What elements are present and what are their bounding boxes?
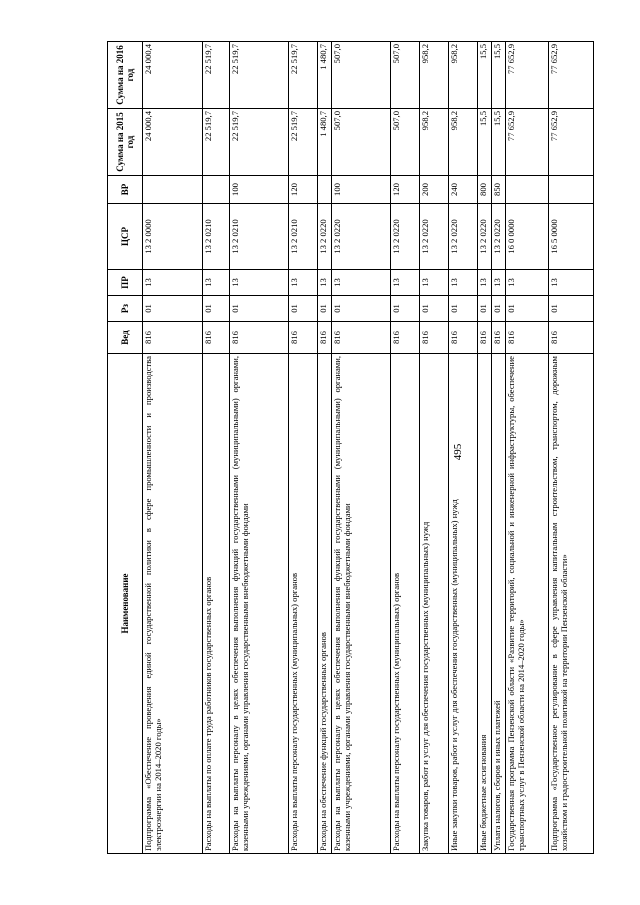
- row-rz: 01: [143, 296, 203, 322]
- row-name: Иные бюджетные ассигнования: [478, 354, 492, 854]
- row-sum-2015: 15,5: [478, 109, 492, 176]
- row-sum-2015: 507,0: [391, 109, 420, 176]
- row-csr: 13 2 0210: [289, 204, 318, 270]
- row-sum-2016: 77 652,9: [506, 42, 549, 109]
- row-ved: 816: [549, 322, 594, 354]
- row-sum-2015: 22 519,7: [230, 109, 289, 176]
- row-name: Уплата налогов, сборов и иных платежей: [492, 354, 506, 854]
- row-csr: 13 2 0220: [391, 204, 420, 270]
- row-rz: 01: [391, 296, 420, 322]
- header-rz: Рз: [108, 296, 143, 322]
- row-rz: 01: [420, 296, 449, 322]
- row-ved: 816: [230, 322, 289, 354]
- row-ved: 816: [203, 322, 230, 354]
- row-sum-2015: 507,0: [332, 109, 391, 176]
- row-sum-2016: 1 480,7: [318, 42, 332, 109]
- row-name: Иные закупки товаров, работ и услуг для обеспечения государственных (муниципальных) нужд: [449, 354, 478, 854]
- table-row: [289, 42, 318, 854]
- row-csr: 13 2 0220: [332, 204, 391, 270]
- row-vr: 100: [230, 176, 289, 204]
- row-csr: 13 2 0000: [143, 204, 203, 270]
- row-vr: 100: [332, 176, 391, 204]
- row-sum-2016: 507,0: [332, 42, 391, 109]
- row-sum-2016: 958,2: [420, 42, 449, 109]
- row-ved: 816: [449, 322, 478, 354]
- row-sum-2015: 77 652,9: [549, 109, 594, 176]
- header-name: Наименование: [108, 354, 143, 854]
- row-sum-2016: 507,0: [391, 42, 420, 109]
- budget-table: [107, 41, 594, 854]
- table-row: [143, 42, 203, 854]
- row-pr: 13: [478, 270, 492, 296]
- row-sum-2015: 1 480,7: [318, 109, 332, 176]
- row-rz: 01: [230, 296, 289, 322]
- row-pr: 13: [230, 270, 289, 296]
- table-header-row: [108, 42, 143, 854]
- row-pr: 13: [318, 270, 332, 296]
- row-pr: 13: [143, 270, 203, 296]
- row-ved: 816: [478, 322, 492, 354]
- row-csr: 13 2 0220: [318, 204, 332, 270]
- row-rz: 01: [449, 296, 478, 322]
- row-csr: 13 2 0220: [449, 204, 478, 270]
- header-sum-2015: Сумма на 2015 год: [108, 109, 143, 176]
- row-ved: 816: [420, 322, 449, 354]
- row-csr: 13 2 0220: [420, 204, 449, 270]
- row-name: Государственная программа Пензенской области «Развитие территорий, социальной и инженерной инфраструктуры, обеспечение транспортных услуг в Пензенской области на 2014–2020 годы»: [506, 354, 549, 854]
- row-pr: 13: [492, 270, 506, 296]
- table-row: [492, 42, 506, 854]
- row-vr: 200: [420, 176, 449, 204]
- table-row: [506, 42, 549, 854]
- row-csr: 16 5 0000: [549, 204, 594, 270]
- table-row: [318, 42, 332, 854]
- row-name: Подпрограмма «Обеспечение проведения единой государственной политики в сфере промышленности и производства электроэнергии на 2014–2020 годы»: [143, 354, 203, 854]
- row-sum-2016: 77 652,9: [549, 42, 594, 109]
- row-pr: 13: [203, 270, 230, 296]
- table-row: [549, 42, 594, 854]
- row-vr: 240: [449, 176, 478, 204]
- row-sum-2015: 22 519,7: [289, 109, 318, 176]
- row-rz: 01: [492, 296, 506, 322]
- header-sum-2016: Сумма на 2016 год: [108, 42, 143, 109]
- row-ved: 816: [289, 322, 318, 354]
- table-row: [391, 42, 420, 854]
- row-name: Расходы на выплаты персоналу в целях обеспечения выполнения функций государственными (муниципальными) органами, казенными учреждениями, органами управления государственными внебюджетными фондами: [230, 354, 289, 854]
- row-pr: 13: [449, 270, 478, 296]
- table-row: [449, 42, 478, 854]
- row-ved: 816: [332, 322, 391, 354]
- row-csr: 13 2 0210: [230, 204, 289, 270]
- row-csr: 13 2 0220: [492, 204, 506, 270]
- row-pr: 13: [420, 270, 449, 296]
- row-sum-2016: 22 519,7: [230, 42, 289, 109]
- row-sum-2016: 22 519,7: [203, 42, 230, 109]
- row-ved: 816: [318, 322, 332, 354]
- row-sum-2016: 15,5: [492, 42, 506, 109]
- header-pr: ПР: [108, 270, 143, 296]
- row-name: Расходы на обеспечение функций государственных органов: [318, 354, 332, 854]
- row-sum-2015: 958,2: [420, 109, 449, 176]
- row-ved: 816: [506, 322, 549, 354]
- table-row: [230, 42, 289, 854]
- row-sum-2015: 24 000,4: [143, 109, 203, 176]
- row-pr: 13: [332, 270, 391, 296]
- row-sum-2015: 15,5: [492, 109, 506, 176]
- row-pr: 13: [549, 270, 594, 296]
- row-vr: [506, 176, 549, 204]
- row-ved: 816: [492, 322, 506, 354]
- row-vr: 120: [289, 176, 318, 204]
- row-vr: [203, 176, 230, 204]
- header-vr: ВР: [108, 176, 143, 204]
- table-row: [332, 42, 391, 854]
- row-name: Расходы на выплаты персоналу государственных (муниципальных) органов: [289, 354, 318, 854]
- row-rz: 01: [289, 296, 318, 322]
- row-name: Расходы на выплаты персоналу государственных (муниципальных) органов: [391, 354, 420, 854]
- row-rz: 01: [203, 296, 230, 322]
- row-vr: 850: [492, 176, 506, 204]
- row-ved: 816: [391, 322, 420, 354]
- row-rz: 01: [506, 296, 549, 322]
- header-csr: ЦСР: [108, 204, 143, 270]
- row-sum-2015: 77 652,9: [506, 109, 549, 176]
- rotated-page-content: [107, 42, 581, 854]
- row-name: Расходы на выплаты по оплате труда работников государственных органов: [203, 354, 230, 854]
- row-pr: 13: [289, 270, 318, 296]
- row-rz: 01: [549, 296, 594, 322]
- row-rz: 01: [332, 296, 391, 322]
- row-sum-2015: 958,2: [449, 109, 478, 176]
- row-ved: 816: [143, 322, 203, 354]
- row-rz: 01: [318, 296, 332, 322]
- row-vr: 120: [391, 176, 420, 204]
- page-number: 495: [452, 443, 464, 461]
- row-vr: [143, 176, 203, 204]
- row-pr: 13: [391, 270, 420, 296]
- row-vr: [318, 176, 332, 204]
- row-sum-2016: 24 000,4: [143, 42, 203, 109]
- row-rz: 01: [478, 296, 492, 322]
- table-row: [420, 42, 449, 854]
- row-csr: 13 2 0210: [203, 204, 230, 270]
- row-sum-2016: 22 519,7: [289, 42, 318, 109]
- row-name: Расходы на выплаты персоналу в целях обеспечения выполнения функций государственными (муниципальными) органами, казенными учреждениями, органами управления государственными внебюджетными фондами: [332, 354, 391, 854]
- row-vr: [549, 176, 594, 204]
- row-csr: 13 2 0220: [478, 204, 492, 270]
- row-sum-2015: 22 519,7: [203, 109, 230, 176]
- row-sum-2016: 958,2: [449, 42, 478, 109]
- row-csr: 16 0 0000: [506, 204, 549, 270]
- row-name: Подпрограмма «Государственное регулирование в сфере управления капитальным строительством, транспортом, дорожным хозяйством и градостроительной политикой на территории Пензенской области»: [549, 354, 594, 854]
- row-name: Закупка товаров, работ и услуг для обеспечения государственных (муниципальных) нужд: [420, 354, 449, 854]
- table-row: [203, 42, 230, 854]
- table-row: [478, 42, 492, 854]
- row-sum-2016: 15,5: [478, 42, 492, 109]
- header-ved: Вед: [108, 322, 143, 354]
- row-pr: 13: [506, 270, 549, 296]
- row-vr: 800: [478, 176, 492, 204]
